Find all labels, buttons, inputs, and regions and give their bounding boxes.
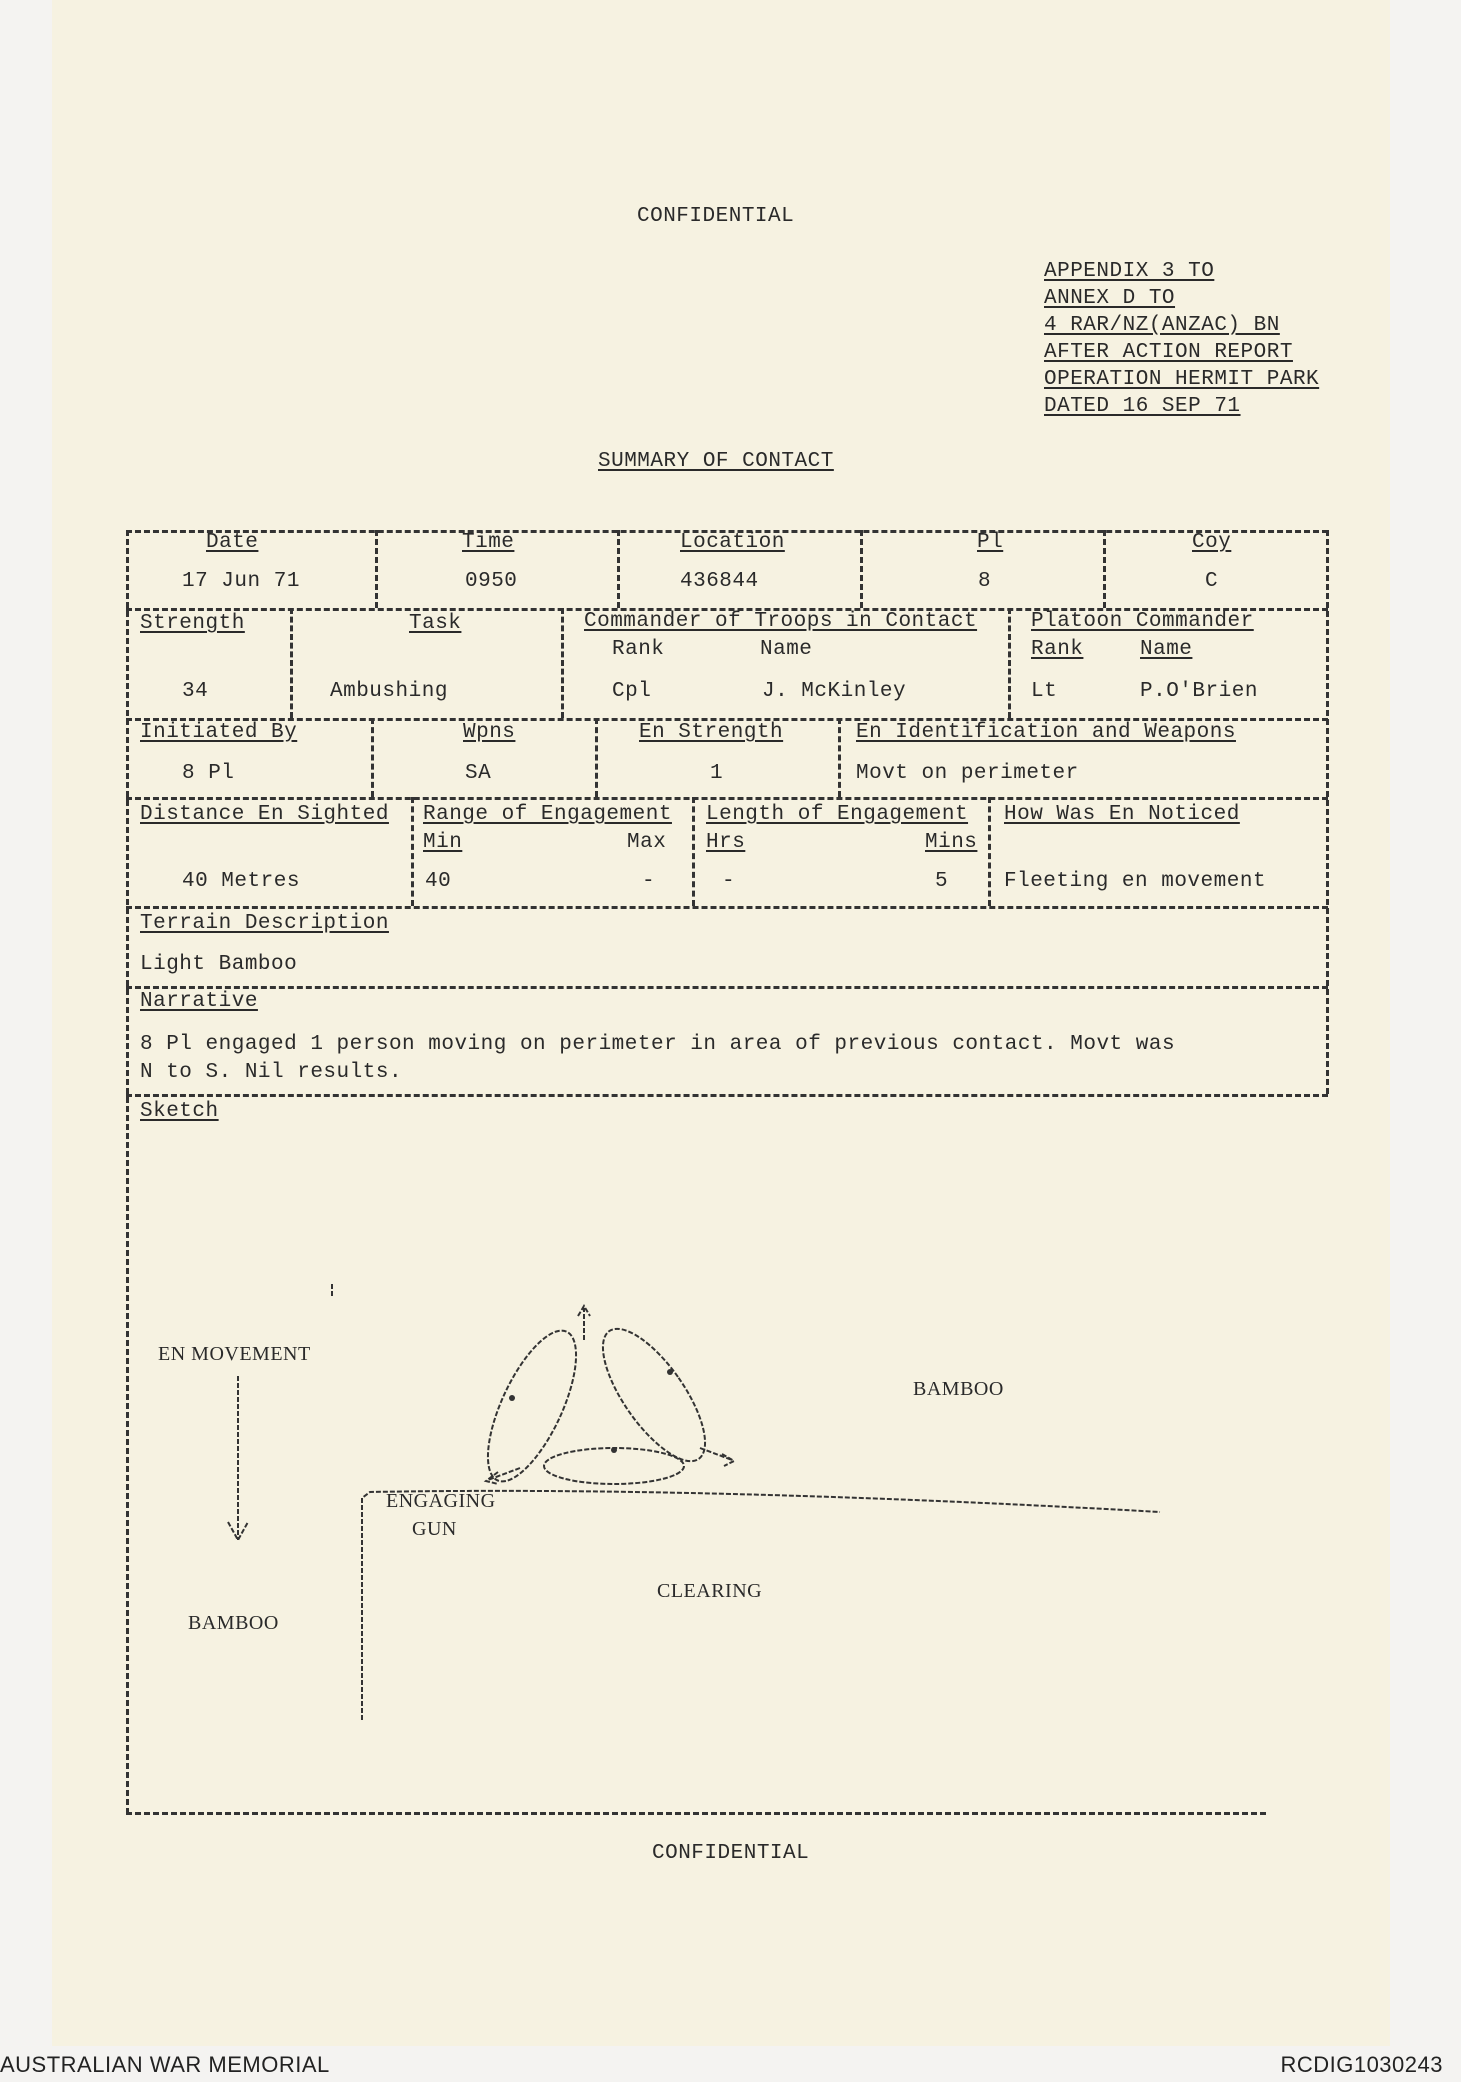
time-label: Time: [462, 531, 515, 554]
appendix-line: OPERATION HERMIT PARK: [1044, 368, 1320, 391]
sketch-clearing: CLEARING: [657, 1580, 763, 1602]
footer-source: AUSTRALIAN WAR MEMORIAL: [0, 2052, 330, 2077]
platoon-rank: Lt: [1031, 680, 1058, 703]
terrain-value: Light Bamboo: [140, 953, 298, 976]
range-max-label: Max: [627, 831, 667, 854]
appendix-line: AFTER ACTION REPORT: [1044, 341, 1293, 364]
ambush-position-left: [470, 1319, 594, 1493]
classification-bottom: CONFIDENTIAL: [652, 1842, 810, 1865]
appendix-line: 4 RAR/NZ(ANZAC) BN: [1044, 314, 1280, 337]
classification-top: CONFIDENTIAL: [637, 205, 795, 228]
sketch-label: Sketch: [140, 1100, 219, 1123]
range-min: 40: [425, 870, 452, 893]
en-strength-value: 1: [710, 762, 724, 785]
commander-name: J. McKinley: [762, 680, 907, 703]
footer-record-id: RCDIG1030243: [1280, 2052, 1443, 2077]
appendix-line: APPENDIX 3 TO: [1044, 260, 1215, 283]
pl-label: Pl: [977, 531, 1004, 554]
sketch-en-movement: EN MOVEMENT: [158, 1343, 311, 1365]
platoon-rank-label: Rank: [1031, 638, 1084, 661]
task-value: Ambushing: [330, 680, 448, 703]
platoon-commander-label: Platoon Commander: [1031, 610, 1254, 633]
wpns-label: Wpns: [463, 721, 516, 744]
distance-value: 40 Metres: [182, 870, 300, 893]
time-value: 0950: [465, 570, 518, 593]
ambush-position-bottom: [544, 1448, 684, 1484]
initiated-by-label: Initiated By: [140, 721, 298, 744]
narrative-line: 8 Pl engaged 1 person moving on perimeter in area of previous contact. Movt was: [140, 1033, 1176, 1056]
en-identification-value: Movt on perimeter: [856, 762, 1079, 785]
arrow-left: [488, 1468, 520, 1480]
commander-rank-label: Rank: [612, 638, 665, 661]
commander-name-label: Name: [760, 638, 813, 661]
strength-value: 34: [182, 680, 209, 703]
length-mins: 5: [935, 870, 949, 893]
appendix-line: ANNEX D TO: [1044, 287, 1176, 310]
length-label: Length of Engagement: [706, 803, 969, 826]
date-label: Date: [206, 531, 259, 554]
platoon-name: P.O'Brien: [1140, 680, 1258, 703]
en-strength-label: En Strength: [639, 721, 784, 744]
sketch-gun: GUN: [412, 1518, 457, 1540]
terrain-label: Terrain Description: [140, 912, 389, 935]
appendix-line: DATED 16 SEP 71: [1044, 395, 1241, 418]
range-label: Range of Engagement: [423, 803, 672, 826]
narrative-line: N to S. Nil results.: [140, 1061, 403, 1084]
initiated-by-value: 8 Pl: [182, 762, 235, 785]
coy-label: Coy: [1192, 531, 1232, 554]
range-max: -: [642, 870, 656, 893]
date-value: 17 Jun 71: [182, 570, 300, 593]
sketch-bamboo-right: BAMBOO: [913, 1378, 1004, 1400]
sketch-engaging: ENGAGING: [386, 1490, 496, 1512]
clearing-edge: [362, 1491, 1160, 1720]
commander-rank: Cpl: [612, 680, 652, 703]
coy-value: C: [1205, 570, 1219, 593]
sketch-bamboo-left: BAMBOO: [188, 1612, 279, 1634]
how-noticed-value: Fleeting en movement: [1004, 870, 1267, 893]
length-hrs: -: [722, 870, 736, 893]
platoon-name-label: Name: [1140, 638, 1193, 661]
range-min-label: Min: [423, 831, 463, 854]
location-value: 436844: [680, 570, 759, 593]
strength-label: Strength: [140, 612, 245, 635]
task-label: Task: [409, 612, 462, 635]
wpns-value: SA: [465, 762, 492, 785]
form-title: SUMMARY OF CONTACT: [598, 450, 834, 473]
location-label: Location: [680, 531, 785, 554]
length-mins-label: Mins: [925, 831, 978, 854]
length-hrs-label: Hrs: [706, 831, 746, 854]
pl-value: 8: [978, 570, 992, 593]
en-identification-label: En Identification and Weapons: [856, 721, 1236, 744]
commander-label: Commander of Troops in Contact: [584, 610, 978, 633]
distance-label: Distance En Sighted: [140, 803, 389, 826]
narrative-label: Narrative: [140, 990, 258, 1013]
how-noticed-label: How Was En Noticed: [1004, 803, 1240, 826]
ambush-position-right: [585, 1314, 724, 1476]
